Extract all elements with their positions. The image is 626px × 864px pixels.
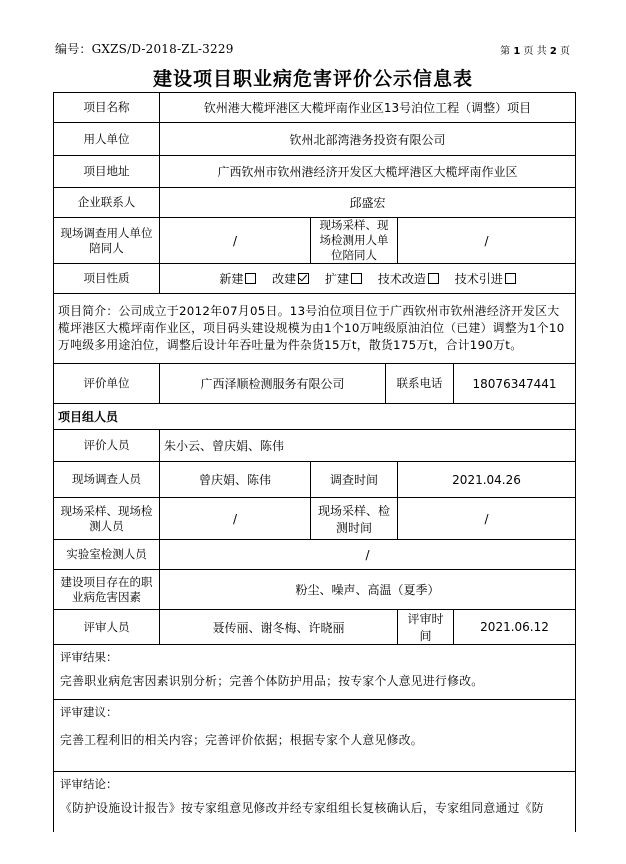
nature-option-tech-upgrade[interactable]: 技术改造 [378,272,439,286]
checkbox-expand[interactable] [351,273,362,284]
row-project-nature [54,264,576,294]
address-value: 广西钦州市钦州港经济开发区大榄坪港区大榄坪南作业区 [160,156,576,188]
evaluation-unit-value: 广西泽顺检测服务有限公司 [160,364,386,404]
contact-label: 企业联系人 [54,188,160,218]
review-result-block [54,645,576,700]
current-page: 1 [513,46,521,57]
row-samplers [54,498,576,540]
row-contact [54,188,576,218]
review-conclusion-label: 评审结论： [60,777,118,791]
row-team-section [54,404,576,430]
row-surveyors [54,462,576,498]
review-suggestion-text: 完善工程利旧的相关内容；完善评价依据；根据专家个人意见修改。 [60,733,423,747]
row-lab [54,540,576,570]
samplers-label: 现场采样、现场检测人员 [54,498,160,540]
checkbox-tech-upgrade[interactable] [428,273,439,284]
phone-value: 18076347441 [454,364,576,404]
row-project-intro [54,294,576,364]
nature-option-rebuild[interactable]: 改建 [272,272,309,286]
lab-value: / [160,540,576,570]
row-employer [54,123,576,156]
nature-option-tech-import[interactable]: 技术引进 [455,272,516,286]
lab-label: 实验室检测人员 [54,540,160,570]
survey-escort-value: / [160,218,311,264]
surveyors-label: 现场调查人员 [54,462,160,498]
row-escorts [54,218,576,264]
samplers-value: / [160,498,311,540]
row-address [54,156,576,188]
review-conclusion-text: 《防护设施设计报告》按专家组意见修改并经专家组组长复核确认后，专家组同意通过《防 [60,801,544,815]
survey-escort-label: 现场调查用人单位陪同人 [54,218,160,264]
project-name-value: 钦州港大榄坪港区大榄坪南作业区13号泊位工程（调整）项目 [160,93,576,123]
phone-label: 联系电话 [386,364,454,404]
checkbox-rebuild[interactable] [298,273,309,284]
hazards-label: 建设项目存在的职业病危害因素 [54,570,160,610]
review-suggestion-label: 评审建议： [60,705,118,719]
sampling-time-value: / [398,498,576,540]
row-review-suggestion [54,700,576,772]
document-code: 编号：GXZS/D-2018-ZL-3229 [55,42,234,56]
sampling-escort-label: 现场采样、现场检测用人单位陪同人 [311,218,398,264]
review-result-text: 完善职业病危害因素识别分析；完善个体防护用品；按专家个人意见进行修改。 [60,674,484,688]
disclosure-form-table [53,92,576,832]
checkbox-tech-import[interactable] [505,273,516,284]
page-title: 建设项目职业病危害评价公示信息表 [152,68,473,90]
sampling-time-label: 现场采样、检测时间 [311,498,398,540]
review-time-label: 评审时间 [398,610,454,645]
review-time-value: 2021.06.12 [454,610,576,645]
project-name-label: 项目名称 [54,93,160,123]
project-intro: 项目简介：公司成立于2012年07月05日。13号泊位项目位于广西钦州市钦州港经济开发区大榄坪港区大榄坪南作业区，项目码头建设规模为由1个10万吨级原油泊位（已建）调整为1个10万吨级多用途泊位，调整后设计年吞吐量为件杂货15万t，散货175万t，合计190万t。 [54,294,576,364]
row-reviewers [54,610,576,645]
total-pages: 2 [549,46,557,57]
review-suggestion-block [54,700,576,772]
project-nature-options [160,264,576,294]
evaluators-value: 朱小云、曾庆娟、陈伟 [160,430,576,462]
address-label: 项目地址 [54,156,160,188]
project-nature-label: 项目性质 [54,264,160,294]
hazards-value: 粉尘、噪声、高温（夏季） [160,570,576,610]
survey-time-label: 调查时间 [311,462,398,498]
evaluators-label: 评价人员 [54,430,160,462]
review-result-label: 评审结果： [60,650,118,664]
row-review-conclusion [54,772,576,832]
sampling-escort-value: / [398,218,576,264]
reviewers-value: 聂传丽、谢冬梅、许晓丽 [160,610,398,645]
evaluation-unit-label: 评价单位 [54,364,160,404]
employer-label: 用人单位 [54,123,160,156]
surveyors-value: 曾庆娟、陈伟 [160,462,311,498]
survey-time-value: 2021.04.26 [398,462,576,498]
review-conclusion-block [54,772,576,832]
checkbox-new[interactable] [245,273,256,284]
row-project-name [54,93,576,123]
row-evaluation-unit [54,364,576,404]
page-indicator: 第 1 页 共 2 页 [500,46,570,57]
contact-value: 邱盛宏 [160,188,576,218]
nature-option-new[interactable]: 新建 [219,272,256,286]
reviewers-label: 评审人员 [54,610,160,645]
employer-value: 钦州北部湾港务投资有限公司 [160,123,576,156]
row-hazards [54,570,576,610]
row-evaluators [54,430,576,462]
row-review-result [54,645,576,700]
team-section-heading: 项目组人员 [54,404,576,430]
nature-option-expand[interactable]: 扩建 [325,272,362,286]
